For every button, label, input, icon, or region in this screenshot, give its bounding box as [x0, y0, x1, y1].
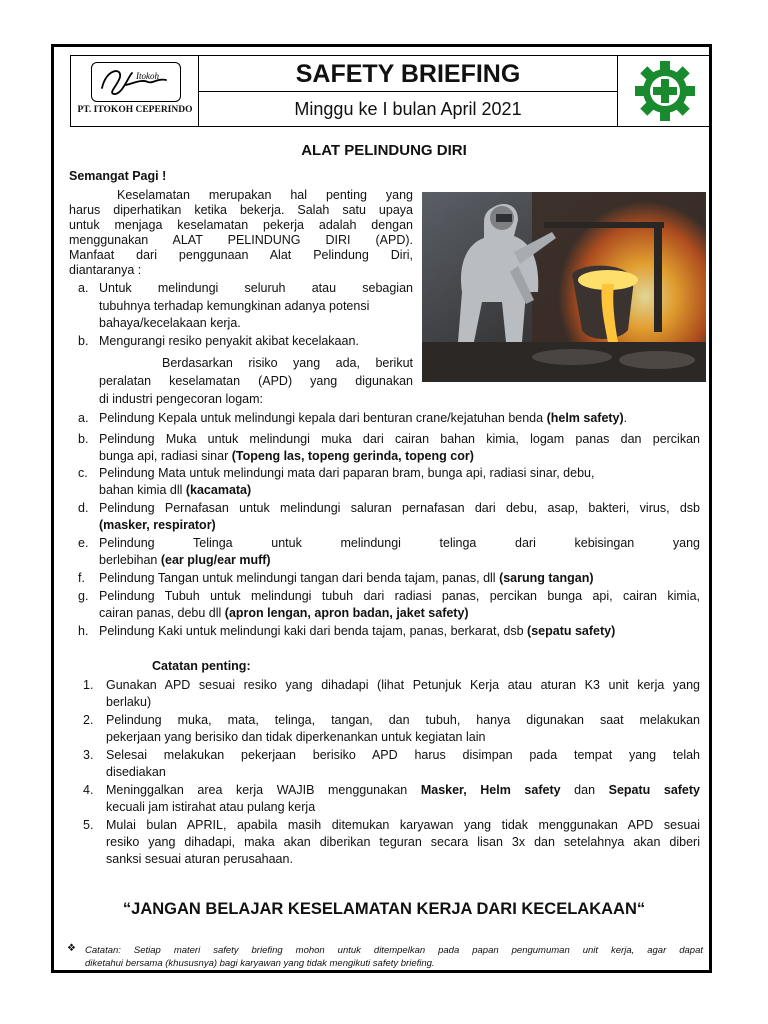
intro-line: untuk menjaga keselamatan pekerja adalah dengan	[69, 218, 413, 232]
company-logo	[91, 62, 181, 102]
apd-item-body-cont: cairan panas, debu dll (apron lengan, apron badan, jaket safety)	[99, 606, 469, 620]
header-table	[70, 55, 712, 127]
diamond-bullet-icon: ❖	[67, 943, 76, 954]
benefit-line: bahaya/kecelakaan kerja.	[99, 316, 241, 330]
apd-label: g.	[78, 589, 89, 603]
company-name: PT. ITOKOH CEPERINDO	[77, 105, 193, 115]
notes-title: Catatan penting:	[152, 659, 251, 673]
apd-item-head: Pelindung Kepala untuk melindungi kepala dari benturan crane/kejatuhan benda (helm safety).	[99, 411, 628, 425]
section-title: ALAT PELINDUNG DIRI	[301, 142, 467, 159]
page-subtitle: Minggu ke I bulan April 2021	[294, 99, 522, 119]
note-line: disediakan	[106, 765, 166, 779]
apd-item-eye: Pelindung Mata untuk melindungi mata dari paparan bram, bunga api, radiasi sinar, debu,	[99, 466, 595, 480]
transition-line: Berdasarkan risiko yang ada, berikut	[162, 356, 413, 370]
note-line-mixed: Meninggalkan area kerja WAJIB menggunakan Masker, Helm safety dan Sepatu safety	[106, 783, 701, 797]
apd-label: a.	[78, 411, 89, 425]
note-line: pekerjaan yang berisiko dan tidak diperkenankan untuk kegiatan lain	[106, 730, 486, 744]
intro-line: diantaranya :	[69, 263, 142, 277]
company-logo-cell	[71, 56, 199, 126]
intro-line: Manfaat dari penggunaan Alat Pelindung Diri,	[69, 248, 413, 262]
note-label: 1.	[83, 678, 94, 692]
logo-script-text: Itokoh	[136, 71, 159, 81]
intro-line: menggunakan ALAT PELINDUNG DIRI (APD).	[69, 233, 413, 247]
apd-label: f.	[78, 571, 85, 585]
note-line: Mulai bulan APRIL, apabila masih ditemukan karyawan yang tidak menggunakan APD sesuai	[106, 818, 700, 832]
footnote	[85, 944, 703, 970]
note-label: 5.	[83, 818, 94, 832]
note-line: Pelindung muka, mata, telinga, tangan, dan tubuh, hanya digunakan saat melakukan	[106, 713, 700, 727]
apd-item-face-cont: bunga api, radiasi sinar (Topeng las, topeng gerinda, topeng cor)	[99, 449, 474, 463]
footnote-line: Catatan: Setiap materi safety briefing mohon untuk ditempelkan pada papan pengumuman unit kerja, agar dapat	[85, 945, 703, 956]
transition-line: di industri pengecoran logam:	[99, 392, 263, 406]
intro-line: Keselamatan merupakan hal penting yang	[117, 188, 413, 202]
note-line: sanksi sesuai aturan perusahaan.	[106, 852, 293, 866]
note-label: 2.	[83, 713, 94, 727]
apd-item-ear: Pelindung Telinga untuk melindungi telinga dari kebisingan yang	[99, 536, 700, 550]
apd-label: b.	[78, 432, 89, 446]
benefit-label: b.	[78, 334, 89, 348]
apd-item-face: Pelindung Muka untuk melindungi muka dari cairan bahan kimia, logam panas dan percikan	[99, 432, 700, 446]
greeting: Semangat Pagi !	[69, 169, 167, 183]
intro-line: harus diperhatikan ketika bekerja. Salah satu upaya	[69, 203, 413, 217]
foundry-photo	[422, 192, 706, 382]
benefit-line: tubuhnya terhadap kemungkinan adanya potensi	[99, 299, 370, 313]
apd-label: h.	[78, 624, 89, 638]
transition-line: peralatan keselamatan (APD) yang digunakan	[99, 374, 413, 388]
footnote-line: diketahui bersama (khususnya) bagi karyawan yang tidak mengikuti safety briefing.	[85, 958, 435, 969]
apd-item-respiratory-cont: (masker, respirator)	[99, 518, 216, 532]
apd-label: d.	[78, 501, 89, 515]
apd-item-ear-cont: berlebihan (ear plug/ear muff)	[99, 553, 271, 567]
note-line: resiko yang dihadapi, maka akan diberikan teguran secara lisan 3x dan setelahnya akan diberi	[106, 835, 700, 849]
note-label: 3.	[83, 748, 94, 762]
k3-emblem-cell	[617, 56, 711, 126]
apd-label: c.	[78, 466, 88, 480]
apd-label: e.	[78, 536, 89, 550]
header-title-cell	[199, 56, 617, 126]
k3-gear-cross-icon	[618, 56, 712, 126]
note-line: Gunakan APD sesuai resiko yang dihadapi (lihat Petunjuk Kerja atau aturan K3 unit kerja yang	[106, 678, 700, 692]
slogan: “JANGAN BELAJAR KESELAMATAN KERJA DARI KECELAKAAN“	[122, 900, 646, 918]
note-label: 4.	[83, 783, 94, 797]
apd-item-body: Pelindung Tubuh untuk melindungi tubuh dari radiasi panas, percikan bunga api, cairan kimia,	[99, 589, 700, 603]
page-title: SAFETY BRIEFING	[199, 56, 617, 92]
apd-item-hand: Pelindung Tangan untuk melindungi tangan dari benda tajam, panas, dll (sarung tangan)	[99, 571, 594, 585]
apd-item-eye-cont: bahan kimia dll (kacamata)	[99, 483, 252, 497]
note-line: berlaku)	[106, 695, 152, 709]
note-line: kecuali jam istirahat atau pulang kerja	[106, 800, 316, 814]
foundry-worker-image	[422, 192, 706, 382]
apd-item-foot: Pelindung Kaki untuk melindungi kaki dari benda tajam, panas, berkarat, dsb (sepatu safety)	[99, 624, 616, 638]
apd-item-respiratory: Pelindung Pernafasan untuk melindungi saluran pernafasan dari debu, asap, bakteri, virus, dsb	[99, 501, 700, 515]
signature-logo-icon	[92, 63, 179, 100]
benefit-label: a.	[78, 281, 89, 295]
benefit-line: Untuk melindungi seluruh atau sebagian	[99, 281, 413, 295]
benefit-line: Mengurangi resiko penyakit akibat kecelakaan.	[99, 334, 359, 348]
note-line: Selesai melakukan pekerjaan berisiko APD harus disimpan pada tempat yang telah	[106, 748, 700, 762]
